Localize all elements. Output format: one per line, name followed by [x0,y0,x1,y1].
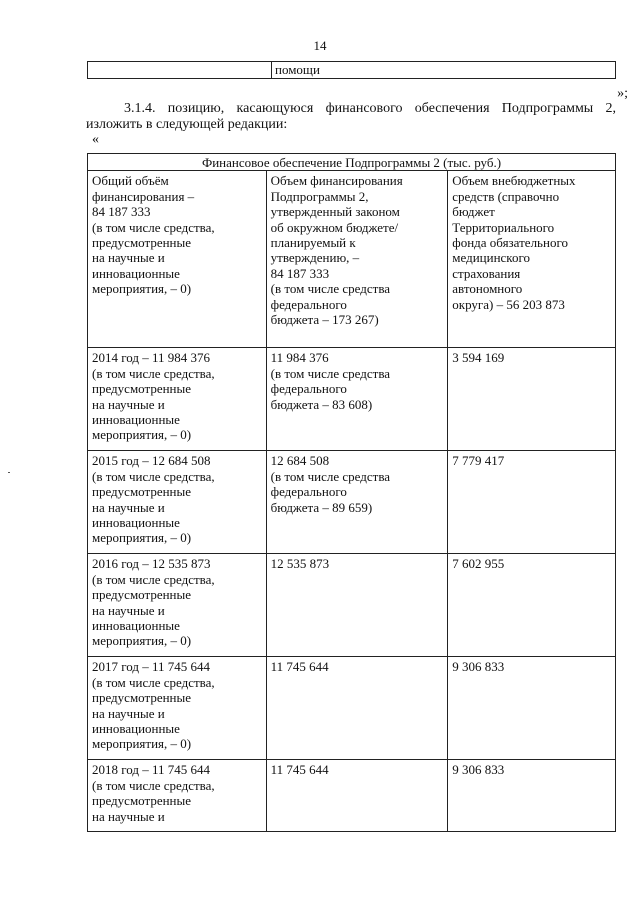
table-row [88,554,616,657]
column-extrabudgetary-funds: Объем внебюджетных средств (справочно бюджет Территориального фонда обязательного медицинского страхования автономного округа) – 56 203 873 [448,171,616,348]
table-cell: 9 306 833 [448,657,616,760]
table-cell: 2014 год – 11 984 376 (в том числе средства, предусмотренные на научные и инновационные мероприятия, – 0) [88,348,267,451]
table-cell: 11 984 376 (в том числе средства федерального бюджета – 83 608) [266,348,448,451]
table-cell: 9 306 833 [448,760,616,832]
paragraph-line: 3.1.4. позицию, касающуюся финансового обеспечения Подпрограммы 2, [124,101,616,116]
table-header: Финансовое обеспечение Подпрограммы 2 (тыс. руб.) [88,154,616,171]
empty-cell [88,62,272,79]
table-row [88,657,616,760]
table-cell: 12 684 508 (в том числе средства федерального бюджета – 89 659) [266,451,448,554]
table-cell: 2016 год – 12 535 873 (в том числе средства, предусмотренные на научные и инновационные мероприятия, – 0) [88,554,267,657]
column-budget-financing: Объем финансирования Подпрограммы 2, утвержденный законом об окружном бюджете/ планируемый к утверждению, – 84 187 333 (в том числе средства федерального бюджета – 173 267) [266,171,448,348]
financing-table [87,153,616,832]
closing-quote: »; [617,86,628,101]
table-cell: 7 779 417 [448,451,616,554]
opening-quote: « [92,132,99,147]
table-cell: 11 745 644 [266,760,448,832]
table-cell: 7 602 955 [448,554,616,657]
table-cell: 2015 год – 12 684 508 (в том числе средства, предусмотренные на научные и инновационные мероприятия, – 0) [88,451,267,554]
previous-table-fragment [87,61,616,79]
amendment-paragraph [86,101,616,133]
table-cell: 11 745 644 [266,657,448,760]
table-row [88,760,616,832]
column-total-financing: Общий объём финансирования – 84 187 333 (в том числе средства, предусмотренные на научные и инновационные мероприятия, – 0) [88,171,267,348]
table-cell: 12 535 873 [266,554,448,657]
table-cell: помощи [272,62,616,79]
table-cell: 2017 год – 11 745 644 (в том числе средства, предусмотренные на научные и инновационные мероприятия, – 0) [88,657,267,760]
paragraph-line: изложить в следующей редакции: [86,117,288,132]
table-row [88,451,616,554]
table-row [88,171,616,348]
table-cell: 2018 год – 11 745 644 (в том числе средства, предусмотренные на научные и [88,760,267,832]
table-row [88,348,616,451]
page-number: 14 [313,38,327,53]
scan-speck [8,472,10,473]
table-cell: 3 594 169 [448,348,616,451]
